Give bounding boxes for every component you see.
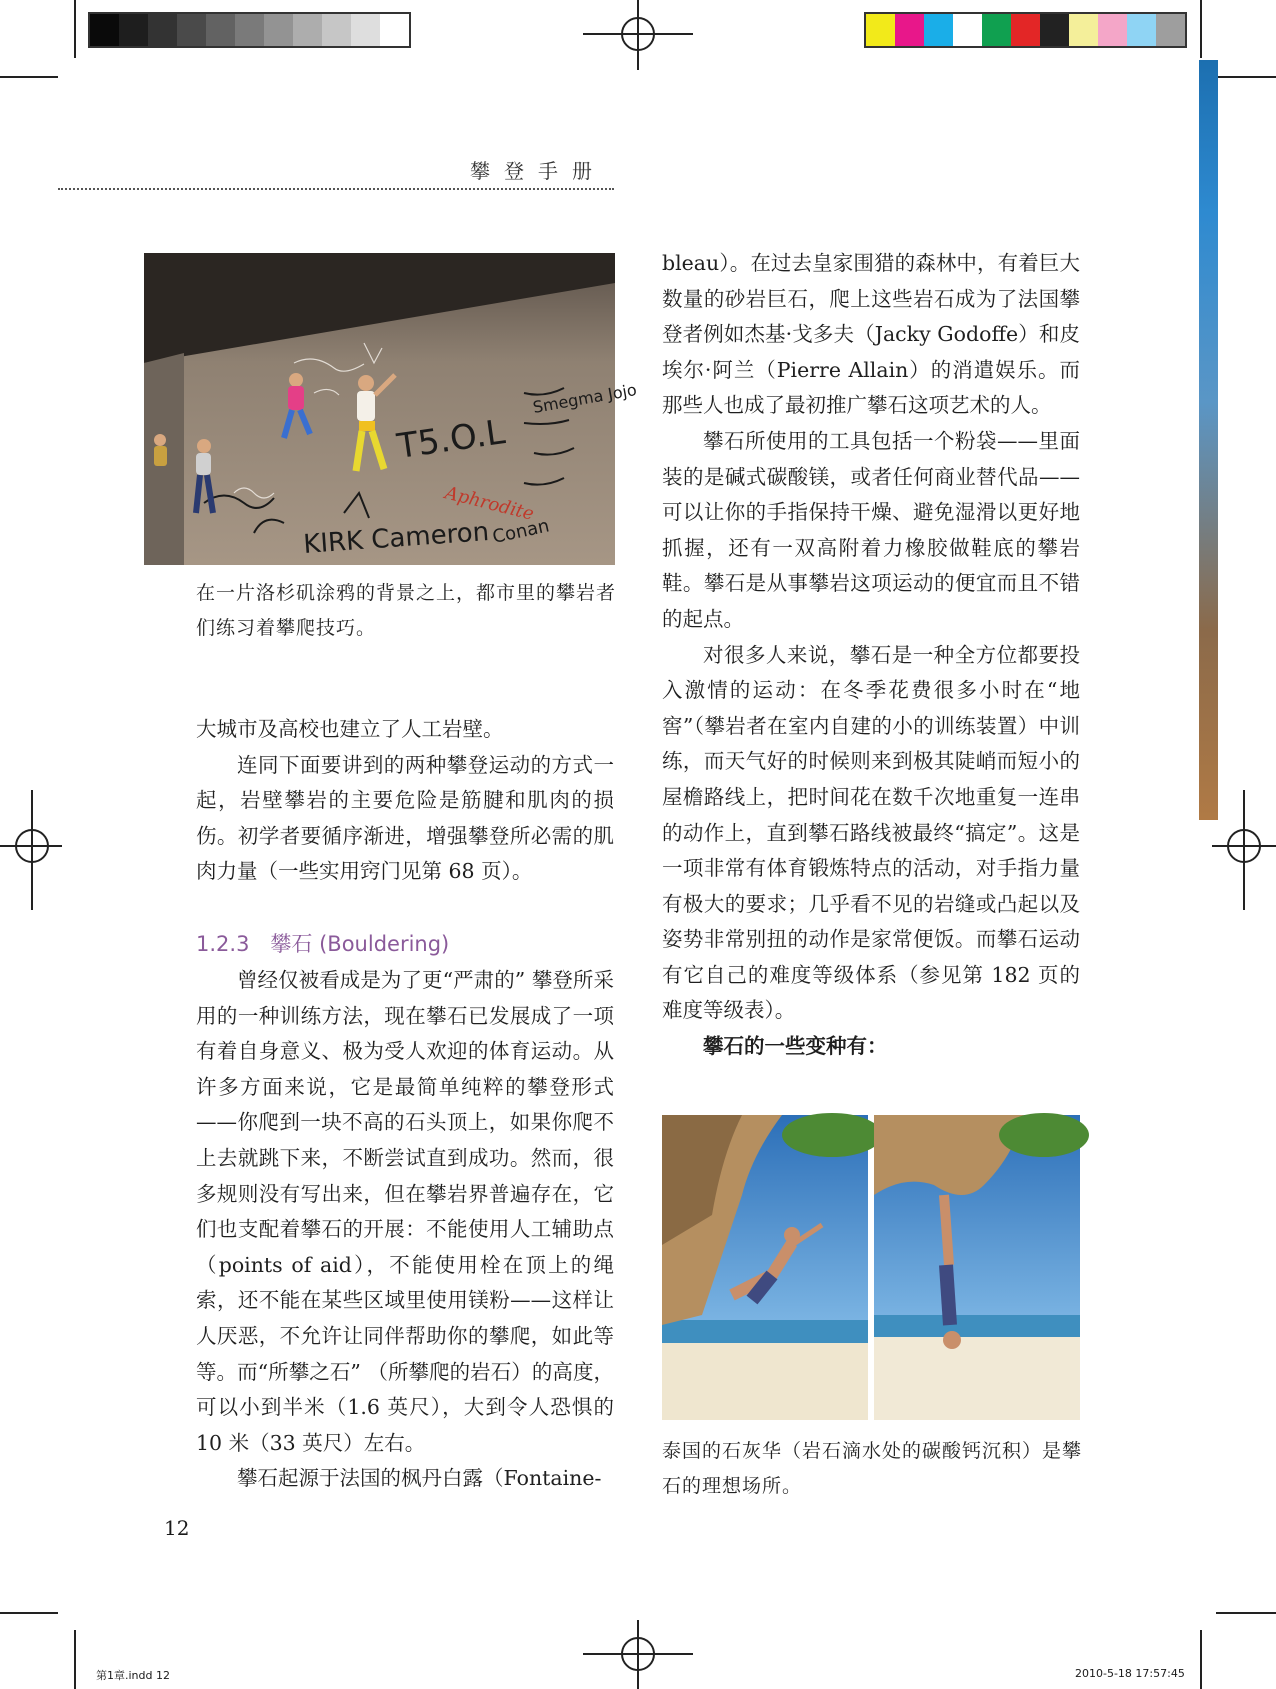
gray-swatch xyxy=(264,14,293,46)
section-heading: 1.2.3 攀石 (Bouldering) xyxy=(196,932,450,956)
color-swatch xyxy=(895,14,924,46)
registration-mark-left xyxy=(0,790,64,910)
color-swatch xyxy=(1011,14,1040,46)
crop-mark xyxy=(0,1612,58,1614)
left-column-lower xyxy=(196,963,614,1497)
gray-swatch xyxy=(119,14,148,46)
gray-swatch xyxy=(148,14,177,46)
crop-mark xyxy=(0,76,58,78)
photo-tufa-left xyxy=(662,1115,868,1420)
right-column xyxy=(662,246,1080,1065)
gray-swatch xyxy=(177,14,206,46)
crop-mark xyxy=(74,1630,76,1689)
color-swatch xyxy=(866,14,895,46)
color-swatch xyxy=(982,14,1011,46)
paragraph: 连同下面要讲到的两种攀登运动的方式一起，岩壁攀岩的主要危险是筋腱和肌肉的损伤。初学者要循序渐进，增强攀登所必需的肌肉力量（一些实用窍门见第 68 页）。 xyxy=(196,752,614,884)
gray-swatch xyxy=(206,14,235,46)
gray-swatch xyxy=(293,14,322,46)
paragraph: 对很多人来说，攀石是一种全方位都要投入激情的运动：在冬季花费很多小时在“地窖”（攀岩者在室内自建的小的训练装置）中训练，而天气好的时候则来到极其陡峭而短小的屋檐路线上，把时间花在数千次地重复一连串的动作上，直到攀石路线被最终“搞定”。这是一项非常有体育锻炼特点的活动，对手指力量有极大的要求；几乎看不见的岩缝或凸起以及姿势非常别扭的动作是家常便饭。而攀石运动有它自己的难度等级体系（参见第 182 页的难度等级表）。 xyxy=(662,642,1080,1023)
graffiti-tag: Conan xyxy=(490,515,552,548)
footer-file-name: 第1章.indd 12 xyxy=(96,1669,170,1682)
graffiti-tag: T5.O.L xyxy=(394,412,508,467)
color-swatch xyxy=(953,14,982,46)
gray-calibration-bar xyxy=(88,12,411,48)
photo-graffiti-wall xyxy=(144,253,639,565)
crop-mark xyxy=(1216,1612,1276,1614)
header-rule xyxy=(58,188,614,190)
registration-mark-top xyxy=(578,0,698,70)
climber-figure xyxy=(154,434,167,466)
footer-timestamp: 2010-5-18 17:57:45 xyxy=(1075,1667,1185,1680)
color-swatch xyxy=(1098,14,1127,46)
registration-mark-bottom xyxy=(578,1620,698,1689)
paragraph: 攀石起源于法国的枫丹白露（Fontaine- xyxy=(237,1466,602,1491)
gray-swatch xyxy=(351,14,380,46)
paragraph: 曾经仅被看成是为了更“严肃的” 攀登所采用的一种训练方法，现在攀石已发展成了一项有着自身意义、极为受人欢迎的体育运动。从许多方面来说，它是最简单纯粹的攀登形式——你爬到一块不高的石头顶上，如果你爬不上去就跳下来，不断尝试直到成功。然而，很多规则没有写出来，但在攀岩界普遍存在，它们也支配着攀石的开展：不能使用人工辅助点（points of aid），不能使用栓在顶上的绳索，还不能在某些区域里使用镁粉——这样让人厌恶，不允许让同伴帮助你的攀爬，如此等等。而“所攀之石” （所攀爬的岩石）的高度，可以小到半米（1.6 英尺），大到令人恐惧的 10 米（33 英尺）左右。 xyxy=(196,968,614,1455)
left-column xyxy=(196,712,614,890)
gray-swatch xyxy=(235,14,264,46)
graffiti-tag: Smegma Jojo xyxy=(531,380,639,417)
running-head: 攀登手册 xyxy=(470,159,606,183)
gray-swatch xyxy=(380,14,409,46)
color-swatch xyxy=(1040,14,1069,46)
crop-mark xyxy=(1200,1630,1202,1689)
color-swatch xyxy=(1156,14,1185,46)
color-calibration-bar xyxy=(864,12,1187,48)
crop-mark xyxy=(1216,76,1276,78)
crop-mark xyxy=(74,0,76,58)
graffiti-tag: Aphrodite xyxy=(442,482,536,525)
color-swatch xyxy=(924,14,953,46)
color-swatch xyxy=(1127,14,1156,46)
color-swatch xyxy=(1069,14,1098,46)
paragraph: 大城市及高校也建立了人工岩壁。 xyxy=(196,717,504,741)
photo-tufa-right xyxy=(874,1115,1080,1420)
gray-swatch xyxy=(90,14,119,46)
crop-mark xyxy=(1200,0,1202,58)
gray-swatch xyxy=(322,14,351,46)
bleed-photo-strip xyxy=(1199,60,1218,820)
registration-mark-right xyxy=(1212,790,1276,910)
page-number: 12 xyxy=(164,1516,190,1540)
graffiti-tag: KIRK Cameron xyxy=(302,517,491,560)
photo2-caption: 泰国的石灰华（岩石滴水处的碳酸钙沉积）是攀石的理想场所。 xyxy=(662,1440,1083,1497)
photo1-caption: 在一片洛杉矶涂鸦的背景之上，都市里的攀岩者们练习着攀爬技巧。 xyxy=(196,582,617,639)
paragraph: bleau）。在过去皇家围猎的森林中，有着巨大数量的砂岩巨石，爬上这些岩石成为了法国攀登者例如杰基·戈多夫（Jacky Godoffe）和皮埃尔·阿兰（Pierre Allain）的消遣娱乐。而那些人也成了最初推广攀石这项艺术的人。 xyxy=(662,251,1080,418)
paragraph: 攀石所使用的工具包括一个粉袋——里面装的是碱式碳酸镁，或者任何商业替代品——可以让你的手指保持干燥、避免湿滑以更好地抓握，还有一双高附着力橡胶做鞋底的攀岩鞋。攀石是从事攀岩这项运动的便宜而且不错的起点。 xyxy=(662,428,1080,631)
bold-subheading: 攀石的一些变种有： xyxy=(703,1034,888,1059)
